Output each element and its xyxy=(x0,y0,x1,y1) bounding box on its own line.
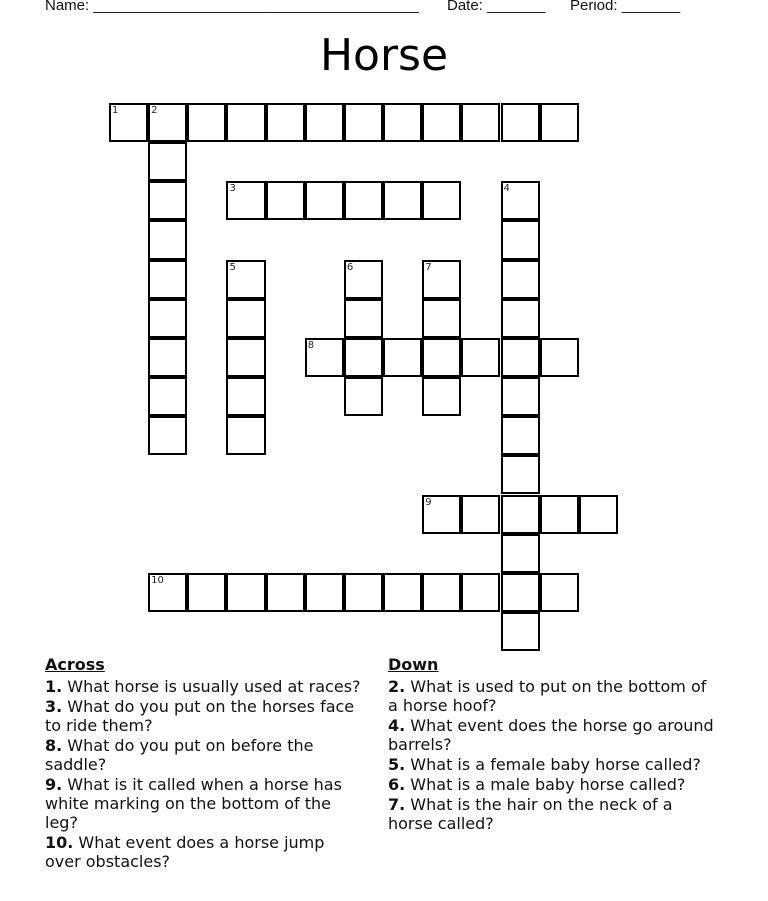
crossword-cell[interactable] xyxy=(501,377,540,416)
crossword-cell[interactable] xyxy=(461,573,500,612)
crossword-cell[interactable] xyxy=(501,455,540,494)
crossword-cell[interactable] xyxy=(148,142,187,181)
clue-text: What is used to put on the bottom of a horse hoof? xyxy=(388,677,707,715)
clue-down-2 xyxy=(388,677,718,715)
clue-number: 4. xyxy=(388,716,406,735)
cell-number: 4 xyxy=(503,183,510,195)
clue-number: 9. xyxy=(45,775,63,794)
clue-across-8 xyxy=(45,736,365,774)
crossword-cell[interactable] xyxy=(226,181,265,220)
crossword-cell[interactable] xyxy=(344,260,383,299)
cell-number: 6 xyxy=(346,261,354,273)
crossword-cell[interactable] xyxy=(501,181,540,220)
crossword-cell[interactable] xyxy=(383,338,422,377)
crossword-cell[interactable] xyxy=(540,573,579,612)
clue-text: What is it called when a horse has white marking on the bottom of the leg? xyxy=(45,775,342,832)
clue-text: What is a male baby horse called? xyxy=(405,775,686,794)
crossword-cell[interactable] xyxy=(226,377,265,416)
crossword-cell[interactable] xyxy=(187,573,226,612)
crossword-cell[interactable] xyxy=(344,377,383,416)
clue-across-3 xyxy=(45,697,365,735)
clue-number: 10. xyxy=(45,833,74,852)
crossword-cell[interactable] xyxy=(501,299,540,338)
clue-number: 7. xyxy=(388,795,406,814)
crossword-cell[interactable] xyxy=(266,573,305,612)
crossword-cell[interactable] xyxy=(422,495,461,534)
crossword-cell[interactable] xyxy=(344,299,383,338)
crossword-cell[interactable] xyxy=(226,299,265,338)
crossword-cell[interactable] xyxy=(461,103,500,142)
across-clues xyxy=(45,655,365,872)
crossword-cell[interactable] xyxy=(540,103,579,142)
period-field-label: Period: _______ xyxy=(570,0,681,14)
cell-number: 3 xyxy=(229,183,236,195)
crossword-cell[interactable] xyxy=(148,181,187,220)
crossword-cell[interactable] xyxy=(461,495,500,534)
clue-across-1 xyxy=(45,677,365,696)
crossword-cell[interactable] xyxy=(226,338,265,377)
clue-number: 3. xyxy=(45,697,63,716)
crossword-cell[interactable] xyxy=(344,103,383,142)
clue-number: 1. xyxy=(45,677,63,696)
clue-across-10 xyxy=(45,833,365,871)
crossword-cell[interactable] xyxy=(266,181,305,220)
crossword-cell[interactable] xyxy=(148,416,187,455)
crossword-cell[interactable] xyxy=(501,416,540,455)
clue-number: 8. xyxy=(45,736,63,755)
crossword-cell[interactable] xyxy=(226,260,265,299)
crossword-cell[interactable] xyxy=(109,103,148,142)
crossword-cell[interactable] xyxy=(422,181,461,220)
crossword-cell[interactable] xyxy=(501,220,540,259)
crossword-cell[interactable] xyxy=(383,103,422,142)
crossword-cell[interactable] xyxy=(422,573,461,612)
crossword-cell[interactable] xyxy=(540,495,579,534)
crossword-cell[interactable] xyxy=(148,338,187,377)
clue-across-9 xyxy=(45,775,365,832)
clue-down-4 xyxy=(388,716,718,754)
crossword-cell[interactable] xyxy=(187,103,226,142)
clue-text: What horse is usually used at races? xyxy=(62,677,361,696)
crossword-cell[interactable] xyxy=(344,181,383,220)
clue-text: What event does the horse go around barrels? xyxy=(388,716,714,754)
crossword-cell[interactable] xyxy=(461,338,500,377)
across-heading: Across xyxy=(45,655,105,674)
date-field-label: Date: _______ xyxy=(447,0,546,14)
crossword-cell[interactable] xyxy=(344,338,383,377)
crossword-cell[interactable] xyxy=(148,573,187,612)
crossword-cell[interactable] xyxy=(422,260,461,299)
clue-number: 6. xyxy=(388,775,406,794)
crossword-cell[interactable] xyxy=(305,573,344,612)
crossword-cell[interactable] xyxy=(305,181,344,220)
crossword-cell[interactable] xyxy=(422,103,461,142)
crossword-cell[interactable] xyxy=(148,260,187,299)
crossword-cell[interactable] xyxy=(501,573,540,612)
crossword-cell[interactable] xyxy=(422,299,461,338)
crossword-cell[interactable] xyxy=(501,338,540,377)
clue-number: 5. xyxy=(388,755,406,774)
name-field-label: Name: _______________________________________ xyxy=(45,0,419,14)
page-title: Horse xyxy=(319,30,449,81)
crossword-cell[interactable] xyxy=(501,260,540,299)
crossword-cell[interactable] xyxy=(501,534,540,573)
crossword-cell[interactable] xyxy=(422,338,461,377)
clue-text: What is the hair on the neck of a horse called? xyxy=(388,795,673,833)
clue-text: What do you put on the horses face to ride them? xyxy=(45,697,355,735)
crossword-cell[interactable] xyxy=(148,103,187,142)
crossword-cell[interactable] xyxy=(226,416,265,455)
crossword-cell[interactable] xyxy=(501,495,540,534)
crossword-cell[interactable] xyxy=(305,103,344,142)
clue-down-7 xyxy=(388,795,718,833)
crossword-cell[interactable] xyxy=(344,573,383,612)
crossword-cell[interactable] xyxy=(148,377,187,416)
cell-number: 2 xyxy=(151,105,158,116)
crossword-cell[interactable] xyxy=(148,220,187,259)
crossword-cell[interactable] xyxy=(226,103,265,142)
clue-text: What do you put on before the saddle? xyxy=(45,736,314,774)
crossword-cell[interactable] xyxy=(383,573,422,612)
cell-number: 5 xyxy=(229,261,236,273)
crossword-cell[interactable] xyxy=(501,612,540,651)
crossword-cell[interactable] xyxy=(501,103,540,142)
crossword-cell[interactable] xyxy=(148,299,187,338)
crossword-cell[interactable] xyxy=(579,495,618,534)
crossword-cell[interactable] xyxy=(226,573,265,612)
down-heading: Down xyxy=(388,655,439,674)
cell-number: 8 xyxy=(307,339,315,351)
clue-number: 2. xyxy=(388,677,406,696)
crossword-cell[interactable] xyxy=(422,377,461,416)
cell-number: 7 xyxy=(425,261,432,273)
crossword-cell[interactable] xyxy=(266,103,305,142)
clue-down-6 xyxy=(388,775,718,794)
clue-text: What is a female baby horse called? xyxy=(405,755,701,774)
crossword-cell[interactable] xyxy=(540,338,579,377)
crossword-cell[interactable] xyxy=(305,338,344,377)
cell-number: 1 xyxy=(112,105,119,116)
down-clues xyxy=(388,655,718,834)
cell-number: 9 xyxy=(425,496,432,508)
crossword-cell[interactable] xyxy=(383,181,422,220)
clue-text: What event does a horse jump over obstacles? xyxy=(45,833,325,871)
cell-number: 10 xyxy=(151,574,164,586)
clue-down-5 xyxy=(388,755,718,774)
